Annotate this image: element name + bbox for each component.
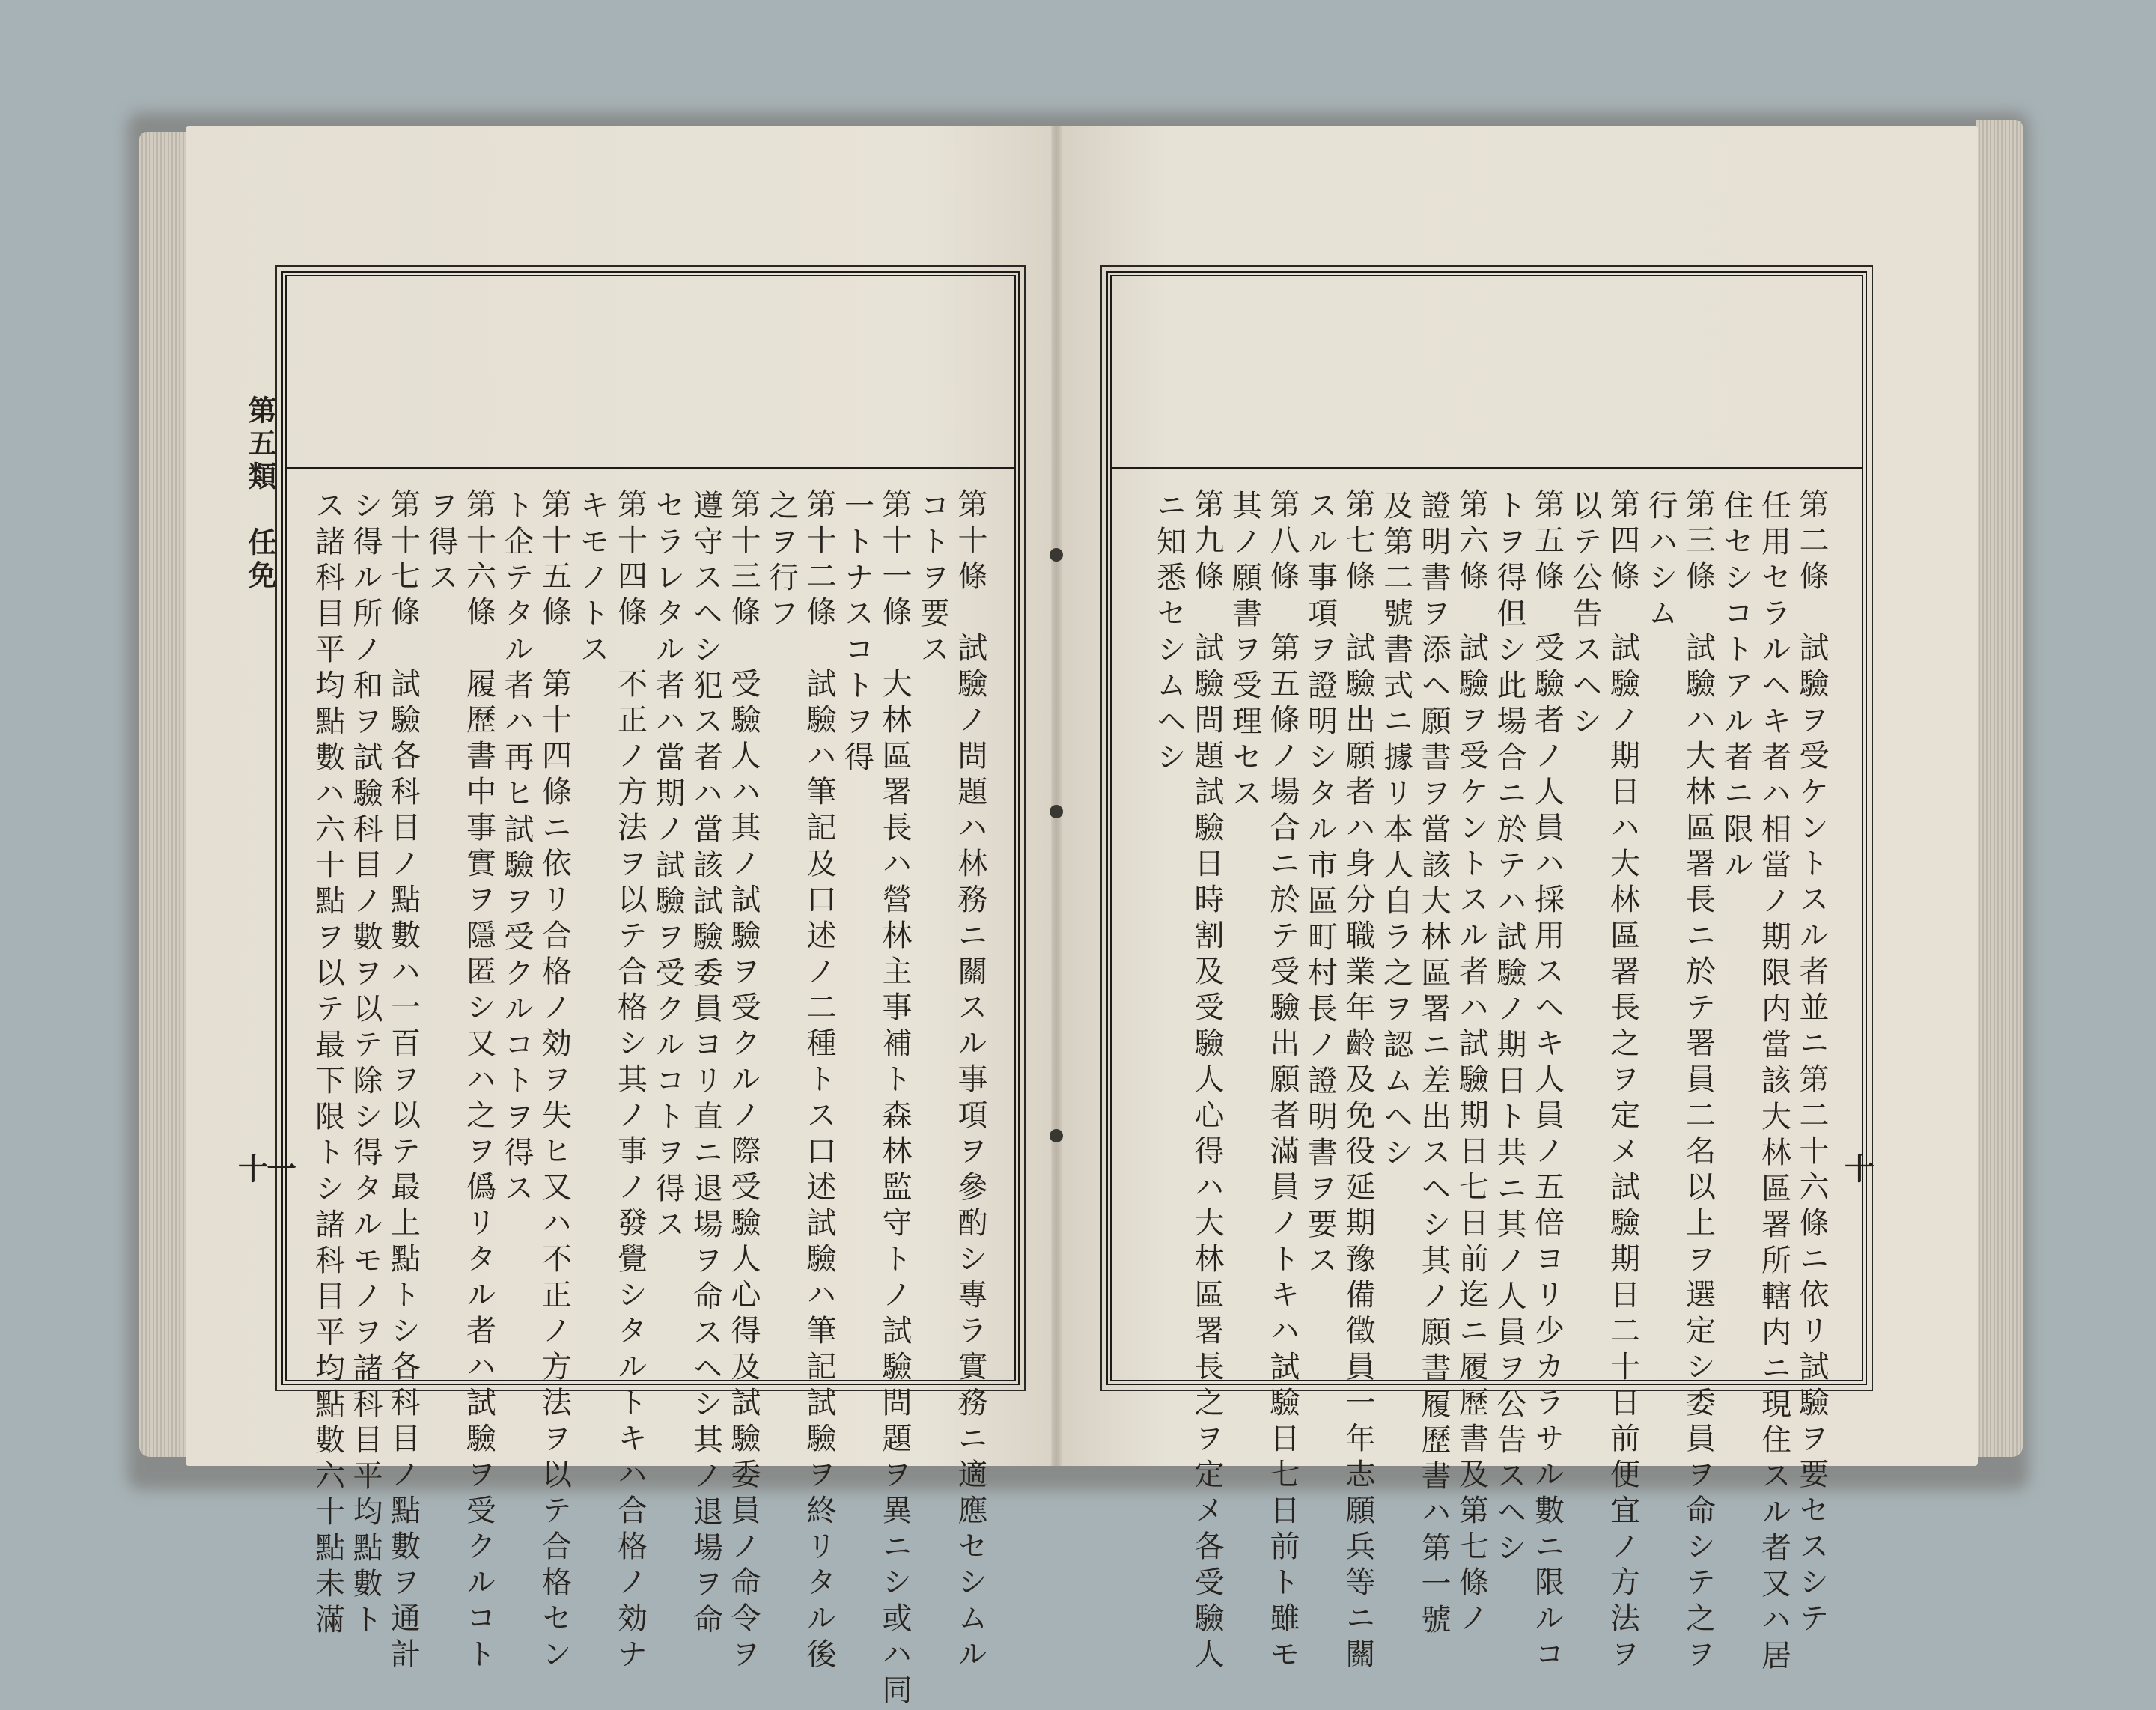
text-column: 第五條 受驗者ノ人員ハ採用スヘキ人員ノ五倍ヨリ少カラサル數ニ限ルコ [1529, 488, 1565, 1674]
text-column: 遵守スヘシ犯ス者ハ當該試驗委員ヨリ直ニ退場ヲ命スヘシ其ノ退場ヲ命 [688, 490, 723, 1640]
text-column: 及第二號書式ニ據リ本人自ラ之ヲ認ムヘシ [1378, 490, 1413, 1172]
text-column: 第十五條 第十四條ニ依リ合格ノ効ヲ失ヒ又ハ不正ノ方法ヲ以テ合格セン [537, 488, 572, 1674]
text-column: 第六條 試驗ヲ受ケントスル者ハ試驗期日七日前迄ニ履歷書及第七條ノ [1454, 488, 1489, 1638]
left-page-number: 十一 [238, 1151, 295, 1187]
text-column: ニ知悉セシムヘシ [1151, 490, 1187, 777]
text-column: ス諸科目平均點數ハ六十點ヲ以テ最下限トシ諸科目平均點數六十點未滿 [310, 490, 345, 1640]
text-column: ト企テタル者ハ再ヒ試驗ヲ受クルコトヲ得ス [499, 490, 534, 1208]
binding-hole [1050, 548, 1063, 562]
text-column: 證明書ヲ添ヘ願書ヲ當該大林區署ニ差出スヘシ其ノ願書履歷書ハ第一號 [1416, 490, 1451, 1640]
text-column: 第十七條 試驗各科目ノ點數ハ一百ヲ以テ最上點トシ各科目ノ點數ヲ通計 [386, 488, 421, 1674]
text-column: セラレタル者ハ當期ノ試驗ヲ受クルコトヲ得ス [651, 490, 685, 1244]
text-column: 第十二條 試驗ハ筆記及口述ノ二種トス口述試驗ハ筆記試驗ヲ終リタル後 [802, 488, 836, 1674]
text-column: 之ヲ行フ [764, 490, 799, 633]
text-column: 第十六條 履歷書中事實ヲ隱匿シ又ハ之ヲ僞リタル者ハ試驗ヲ受クルコト [461, 488, 496, 1674]
binding-hole [1050, 805, 1063, 818]
text-column: ヲ得ス [424, 490, 458, 597]
text-column: 住セシコトアル者ニ限ル [1719, 490, 1753, 885]
text-column: キモノトス [575, 490, 609, 669]
text-column: 第十四條 不正ノ方法ヲ以テ合格シ其ノ事ノ發覺シタルトキハ合格ノ効ナ [612, 488, 648, 1674]
text-column: 第二條 試驗ヲ受ケントスル者並ニ第二十六條ニ依リ試驗ヲ要セスシテ [1794, 488, 1829, 1638]
text-column: 第十三條 受驗人ハ其ノ試驗ヲ受クルノ際受驗人心得及試驗委員ノ命令ヲ [726, 488, 761, 1674]
text-column: 其ノ願書ヲ受理セス [1227, 490, 1262, 813]
text-column: 任用セラルヘキ者ハ相當ノ期限内當該大林區署所轄内ニ現住スル者又ハ居 [1756, 490, 1791, 1676]
text-column: 第八條 第五條ノ場合ニ於テ受驗出願者滿員ノトキハ試驗日七日前ト雖モ [1265, 488, 1300, 1674]
text-column: 第十一條 大林區署長ハ營林主事補ト森林監守トノ試驗問題ヲ異ニシ或ハ同 [877, 488, 912, 1710]
right-header-rule [1112, 467, 1862, 469]
text-column: 行ハシム [1643, 490, 1678, 633]
book-spine [1051, 126, 1062, 1466]
text-column: 一トナスコトヲ得 [839, 490, 874, 777]
text-column: コトヲ要ス [915, 490, 950, 669]
text-column: 第四條 試驗ノ期日ハ大林區署長之ヲ定メ試驗期日二十日前便宜ノ方法ヲ [1605, 488, 1640, 1674]
left-margin-title: 第五類 任免 [243, 395, 277, 593]
text-column: 第十條 試驗ノ問題ハ林務ニ關スル事項ヲ參酌シ專ラ實務ニ適應セシムル [953, 488, 987, 1674]
right-page-number: 十 [1845, 1151, 1875, 1187]
text-column: 第七條 試驗出願者ハ身分職業年齡及免役延期豫備徵員一年志願兵等ニ關 [1341, 488, 1375, 1674]
text-column: スル事項ヲ證明シタル市區町村長ノ證明書ヲ要ス [1303, 490, 1338, 1280]
left-page-edges [139, 132, 187, 1457]
right-page-edges [1976, 120, 2023, 1457]
text-column: トヲ得但シ此場合ニ於テハ試驗ノ期日ト共ニ其ノ人員ヲ公告スヘシ [1492, 490, 1526, 1568]
text-column: 以テ公告スヘシ [1568, 490, 1602, 741]
binding-hole [1050, 1129, 1063, 1142]
text-column: 第九條 試驗問題試驗日時割及受驗人心得ハ大林區署長之ヲ定メ各受驗人 [1190, 488, 1224, 1674]
text-column: 第三條 試驗ハ大林區署長ニ於テ署員二名以上ヲ選定シ委員ヲ命シテ之ヲ [1681, 488, 1716, 1674]
left-header-rule [287, 467, 1014, 469]
text-column: シ得ル所ノ和ヲ試驗科目ノ數ヲ以テ除シ得タルモノヲ諸科目平均點數ト [348, 490, 383, 1640]
